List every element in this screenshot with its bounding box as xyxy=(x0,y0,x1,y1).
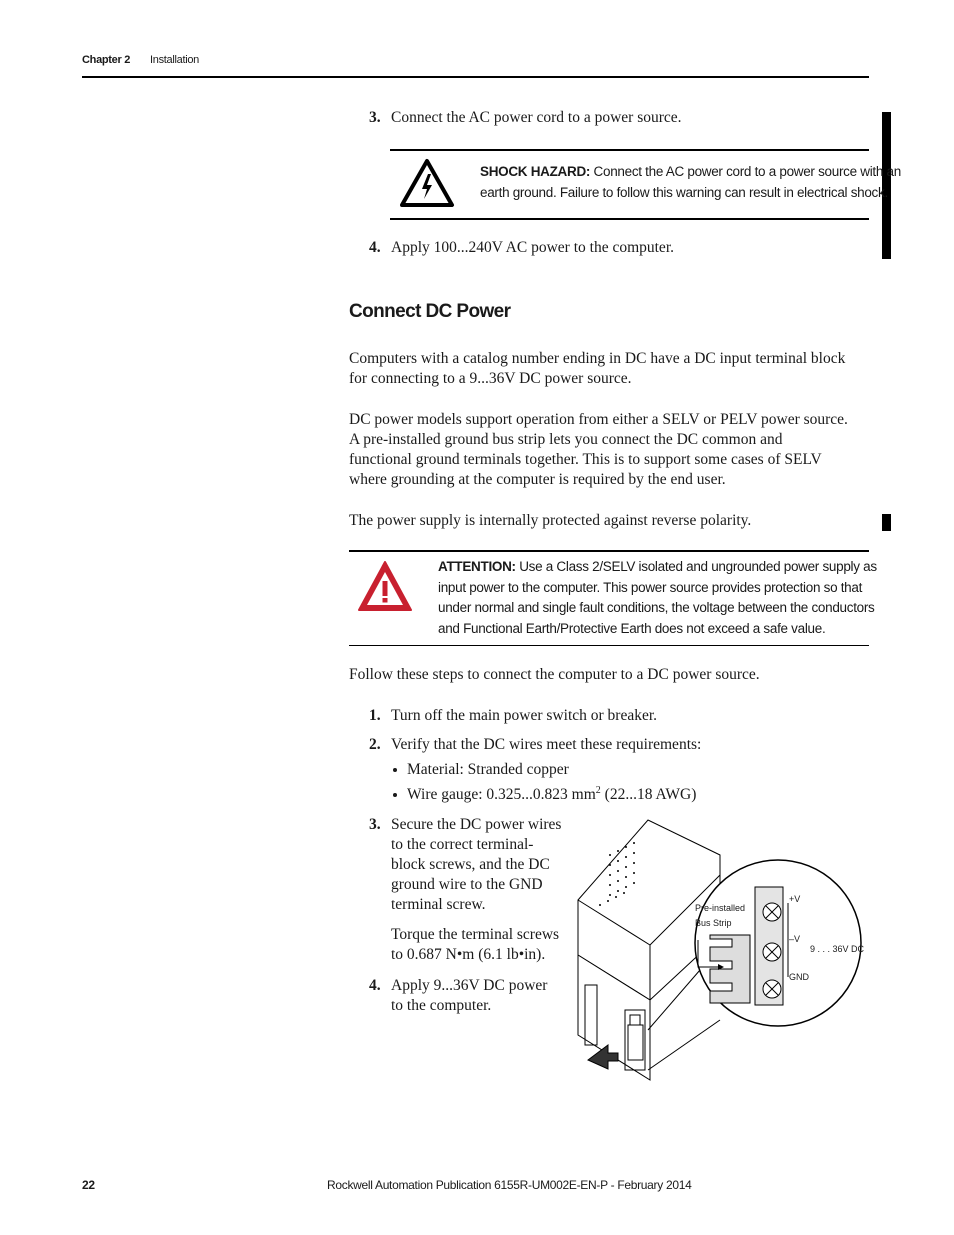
step-number: 1. xyxy=(369,707,381,724)
section-title: Connect DC Power xyxy=(349,301,511,322)
notice-line: under normal and single fault conditions, the voltage between the conductors xyxy=(438,600,875,615)
running-header-section: Installation xyxy=(150,54,199,66)
notice-line: Use a Class 2/SELV isolated and ungrounded power supply as xyxy=(515,559,877,574)
running-header-chapter: Chapter 2 xyxy=(82,54,131,66)
step-line: terminal screw. xyxy=(391,896,486,913)
paragraph-line: Computers with a catalog number ending in DC have a DC input terminal block xyxy=(349,350,846,367)
bus-strip-label xyxy=(695,901,745,931)
bullet-item xyxy=(393,785,696,805)
notice-top-rule xyxy=(349,550,869,552)
change-bar xyxy=(882,514,891,531)
step-number: 2. xyxy=(369,736,381,753)
paragraph-line: for connecting to a 9...36V DC power source. xyxy=(349,370,632,387)
step-dc-3 xyxy=(369,815,561,965)
paragraph-line: functional ground terminals together. This is to support some cases of SELV xyxy=(349,451,822,468)
header-rule xyxy=(82,76,869,78)
plus-v-label: +V xyxy=(789,894,801,904)
step-line: Secure the DC power wires xyxy=(391,816,562,833)
bullet-item xyxy=(393,760,569,780)
step-text: Turn off the main power switch or breaker. xyxy=(391,707,658,724)
bullet-icon xyxy=(393,793,397,797)
notice-label: SHOCK HAZARD: xyxy=(480,164,591,179)
bullet-icon xyxy=(393,768,397,772)
step-dc-2 xyxy=(369,735,701,755)
label-line: Bus Strip xyxy=(695,918,732,928)
notice-bottom-rule xyxy=(390,218,869,220)
notice-label: ATTENTION: xyxy=(438,559,516,574)
paragraph xyxy=(349,410,848,490)
step-line: ground wire to the GND xyxy=(391,876,543,893)
step-text: Apply 100...240V AC power to the computer. xyxy=(391,239,674,256)
step-text: Connect the AC power cord to a power source. xyxy=(391,109,682,126)
notice-line: input power to the computer. This power source provides protection so that xyxy=(438,579,863,595)
dc-terminal-figure xyxy=(570,815,870,1095)
step-ac-3 xyxy=(369,108,682,128)
step-number: 3. xyxy=(369,816,381,833)
step-number: 4. xyxy=(369,977,381,994)
voltage-range-label: 9 . . . 36V DC xyxy=(810,944,865,954)
paragraph: The power supply is internally protected against reverse polarity. xyxy=(349,512,752,529)
minus-v-label: –V xyxy=(789,934,801,944)
paragraph xyxy=(349,349,845,389)
bullet-text: (22...18 AWG) xyxy=(600,786,697,803)
step-line: to the computer. xyxy=(391,997,492,1014)
shock-hazard-text xyxy=(480,162,901,203)
warning-icon xyxy=(357,560,413,612)
notice-line: Connect the AC power cord to a power source with an xyxy=(590,164,901,179)
paragraph: Follow these steps to connect the computer to a DC power source. xyxy=(349,666,760,683)
step-text: Verify that the DC wires meet these requirements: xyxy=(391,736,702,753)
attention-text xyxy=(438,557,877,639)
gnd-label: GND xyxy=(789,972,809,982)
notice-line: and Functional Earth/Protective Earth does not exceed a safe value. xyxy=(438,620,826,636)
label-line: Pre-installed xyxy=(695,903,746,913)
publication-footer: Rockwell Automation Publication 6155R-UM002E-EN-P - February 2014 xyxy=(327,1178,692,1192)
superscript: 2 xyxy=(595,784,601,796)
step-line: Torque the terminal screws xyxy=(391,926,560,943)
bullet-text: Material: Stranded copper xyxy=(407,761,569,778)
paragraph-line: DC power models support operation from either a SELV or PELV power source. xyxy=(349,411,848,428)
page-number: 22 xyxy=(82,1178,95,1192)
step-number: 3. xyxy=(369,109,381,126)
step-line: Apply 9...36V DC power xyxy=(391,977,548,994)
bullet-text: Wire gauge: 0.325...0.823 mm xyxy=(407,786,596,803)
step-number: 4. xyxy=(369,239,381,256)
shock-hazard-icon xyxy=(399,158,455,208)
notice-bottom-rule xyxy=(349,645,869,646)
step-line: to the correct terminal- xyxy=(391,836,534,853)
paragraph-line: A pre-installed ground bus strip lets you connect the DC common and xyxy=(349,431,783,448)
step-line: block screws, and the DC xyxy=(391,856,550,873)
step-dc-4 xyxy=(369,976,547,1016)
paragraph-line: where grounding at the computer is required by the end user. xyxy=(349,471,726,488)
step-ac-4 xyxy=(369,238,674,258)
step-line: to 0.687 N•m (6.1 lb•in). xyxy=(391,946,546,963)
notice-top-rule xyxy=(390,149,869,151)
terminal-block xyxy=(755,887,783,1005)
notice-line: earth ground. Failure to follow this warning can result in electrical shock. xyxy=(480,184,888,200)
step-dc-1 xyxy=(369,706,657,726)
